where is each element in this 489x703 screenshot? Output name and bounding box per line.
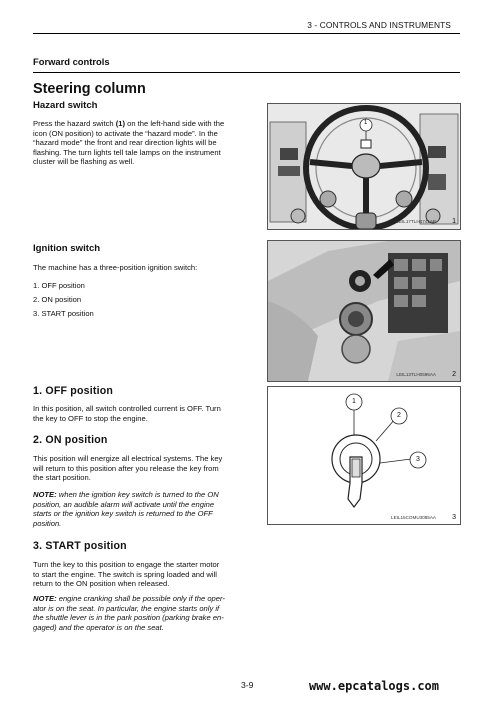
section-rule <box>33 72 460 73</box>
on-note-line: starts or the ignition key switch is returned to the OFF <box>33 509 213 519</box>
fig1-caption: LEIL17TLH4741AB <box>396 219 436 224</box>
on-title: 2. ON position <box>33 434 108 446</box>
start-text <box>33 560 249 589</box>
start-line: to start the engine. The switch is spring loaded and will <box>33 569 217 579</box>
figure-ignition-photo <box>267 240 461 382</box>
ignition-title: Ignition switch <box>33 243 101 254</box>
on-note-line: position, an audible alarm will activate until the engine <box>33 499 215 509</box>
key-switch-diagram <box>268 387 460 524</box>
start-line: return to the ON position when released. <box>33 579 170 589</box>
chapter-header: 3 - CONTROLS AND INSTRUMENTS <box>307 20 451 30</box>
on-text <box>33 454 249 483</box>
figure-steering-wheel <box>267 103 461 230</box>
hazard-text <box>33 119 249 167</box>
fig3-callout-2: 2 <box>397 412 401 419</box>
page-number: 3-9 <box>241 680 254 690</box>
on-note-line: position. <box>33 518 62 528</box>
hazard-title: Hazard switch <box>33 100 98 111</box>
on-note <box>33 490 249 528</box>
on-line: will return to this position after you release the key from <box>33 463 219 473</box>
ignition-item: 3. START position <box>33 309 94 318</box>
hazard-line: icon (ON position) to activate the “hazard mode”. In the <box>33 128 218 138</box>
start-note-line: the shuttle lever is in the park position (parking brake en- <box>33 613 224 623</box>
figure-key-switch-diagram <box>267 386 461 525</box>
fig1-callout: 1 <box>364 120 368 126</box>
on-note-line: NOTE: when the ignition key switch is turned to the ON <box>33 490 219 499</box>
off-text <box>33 404 249 423</box>
fig3-caption: LEIL15COMU3085AA <box>391 515 436 520</box>
fig1-number: 1 <box>452 218 456 225</box>
start-note-line: ator is on the seat. In particular, the engine starts only if <box>33 603 220 613</box>
start-line: Turn the key to this position to engage the starter motor <box>33 560 220 569</box>
off-line: the key to OFF to stop the engine. <box>33 413 148 423</box>
main-title: Steering column <box>33 81 146 97</box>
hazard-line: cluster will be flashing as well. <box>33 157 135 167</box>
hazard-line: “hazard mode” the front and rear direction lights will be <box>33 138 217 148</box>
watermark-link[interactable]: www.epcatalogs.com <box>308 679 439 693</box>
on-line: This position will energize all electrical systems. The key <box>33 454 223 463</box>
off-line: In this position, all switch controlled current is OFF. Turn <box>33 404 221 413</box>
fig2-caption: LEIL13TLH0595AA <box>396 372 436 377</box>
start-note <box>33 594 249 632</box>
ignition-photo-illustration <box>268 241 460 381</box>
start-note-line: NOTE: engine cranking shall be possible only if the oper- <box>33 594 225 603</box>
fig3-callout-1: 1 <box>352 398 356 405</box>
fig3-callout-3: 3 <box>416 456 420 463</box>
start-title: 3. START position <box>33 540 127 552</box>
hazard-line: Press the hazard switch (1) on the left-hand side with the <box>33 119 225 128</box>
ignition-intro: The machine has a three-position ignition switch: <box>33 263 198 272</box>
fig3-number: 3 <box>452 514 456 521</box>
ignition-item: 2. ON position <box>33 295 82 304</box>
fig2-number: 2 <box>452 371 456 378</box>
section-title: Forward controls <box>33 56 110 67</box>
off-title: 1. OFF position <box>33 385 114 397</box>
header-rule <box>33 33 460 34</box>
on-line: the start position. <box>33 473 91 483</box>
ignition-item: 1. OFF position <box>33 281 85 290</box>
start-note-line: gaged) and the operator is on the seat. <box>33 622 164 632</box>
hazard-line: flashing. The turn lights tell tale lamps on the instrument <box>33 147 221 157</box>
